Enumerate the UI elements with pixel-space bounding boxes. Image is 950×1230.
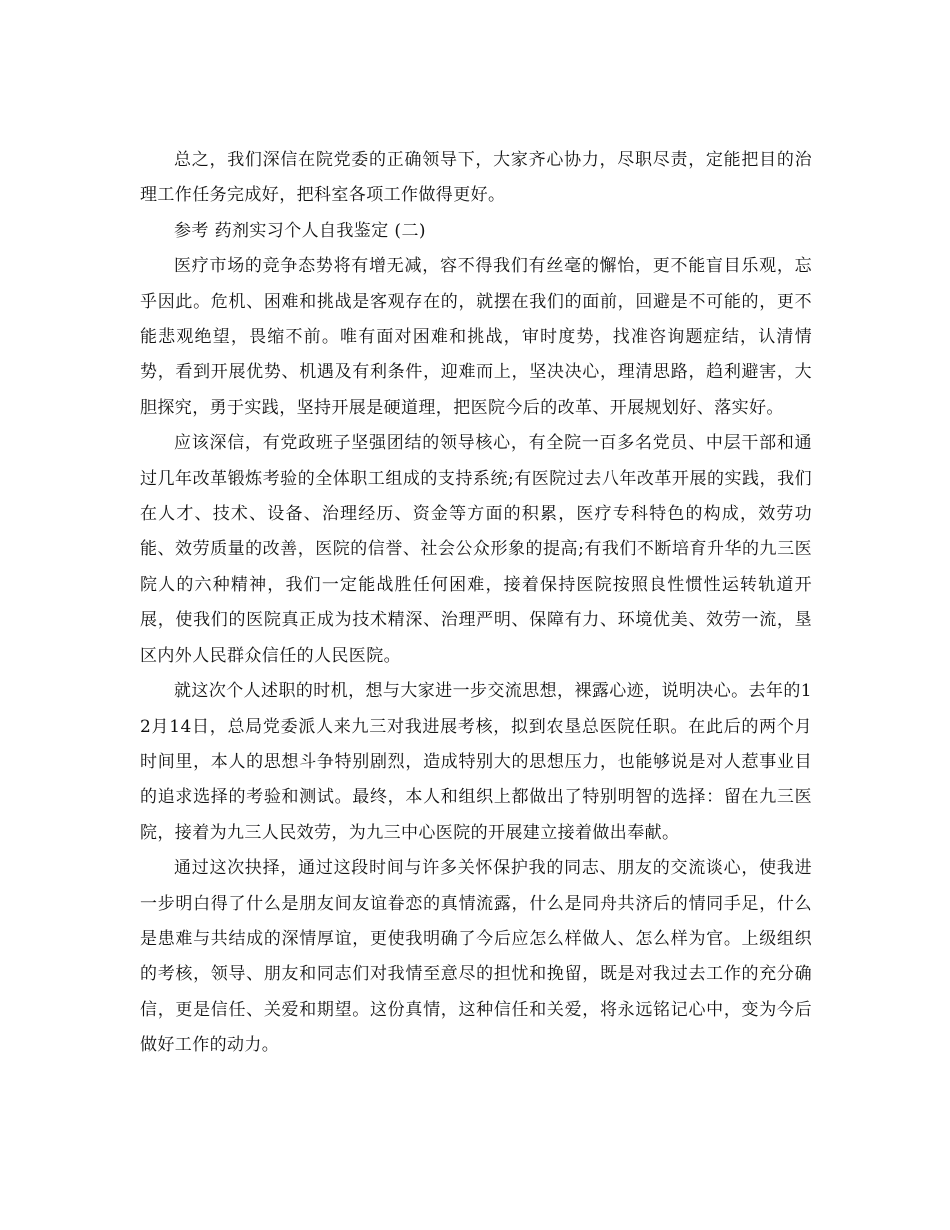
document-page <box>140 143 812 1064</box>
paragraph-personal-report: 就这次个人述职的时机，想与大家进一步交流思想，裸露心迹，说明决心。去年的12月14日，总局党委派人来九三对我进展考核，拟到农垦总医院任职。在此后的两个月时间里，本人的思想斗争特别剧烈，造成特别大的思想压力，也能够说是对人惹事业目的追求选择的考验和测试。最终，本人和组织上都做出了特别明智的选择：留在九三医院，接着为九三人民效劳，为九三中心医院的开展建立接着做出奉献。 <box>140 681 812 843</box>
paragraph-conclusion: 总之，我们深信在院党委的正确领导下，大家齐心协力，尽职尽责，定能把目的治理工作任务完成好，把科室各项工作做得更好。 <box>140 150 812 206</box>
paragraph-confidence: 应该深信，有党政班子坚强团结的领导核心，有全院一百多名党员、中层干部和通过几年改革锻炼考验的全体职工组成的支持系统;有医院过去八年改革开展的实践，我们在人才、技术、设备、治理经历、资金等方面的积累，医疗专科特色的构成，效劳功能、效劳质量的改善，医院的信誉、社会公众形象的提高;有我们不断培育升华的九三医院人的六种精神，我们一定能战胜任何困难，接着保持医院按照良性惯性运转轨道开展，使我们的医院真正成为技术精深、治理严明、保障有力、环境优美、效劳一流，垦区内外人民群众信任的人民医院。 <box>140 433 812 666</box>
paragraph-market-competition: 医疗市场的竞争态势将有增无减，容不得我们有丝毫的懈怡，更不能盲目乐观，忘乎因此。危机、困难和挑战是客观存在的，就摆在我们的面前，回避是不可能的，更不能悲观绝望，畏缩不前。唯有面对困难和挑战，审时度势，找准咨询题症结，认清情势，看到开展优势、机遇及有利条件，迎难而上，坚决决心，理清思路，趋利避害，大胆探究，勇于实践，坚持开展是硬道理，把医院今后的改革、开展规划好、落实好。 <box>140 256 812 418</box>
paragraph-gratitude: 通过这次抉择，通过这段时间与许多关怀保护我的同志、朋友的交流谈心，使我进一步明白得了什么是朋友间友谊眷恋的真情流露，什么是同舟共济后的情同手足，什么是患难与共结成的深情厚谊，更使我明确了今后应怎么样做人、怎么样为官。上级组织的考核，领导、朋友和同志们对我情至意尽的担忧和挽留，既是对我过去工作的充分确信，更是信任、关爱和期望。这份真情，这种信任和关爱，将永远铭记心中，变为今后做好工作的动力。 <box>140 858 812 1056</box>
section-heading: 参考 药剂实习个人自我鉴定 (二) <box>174 220 426 241</box>
